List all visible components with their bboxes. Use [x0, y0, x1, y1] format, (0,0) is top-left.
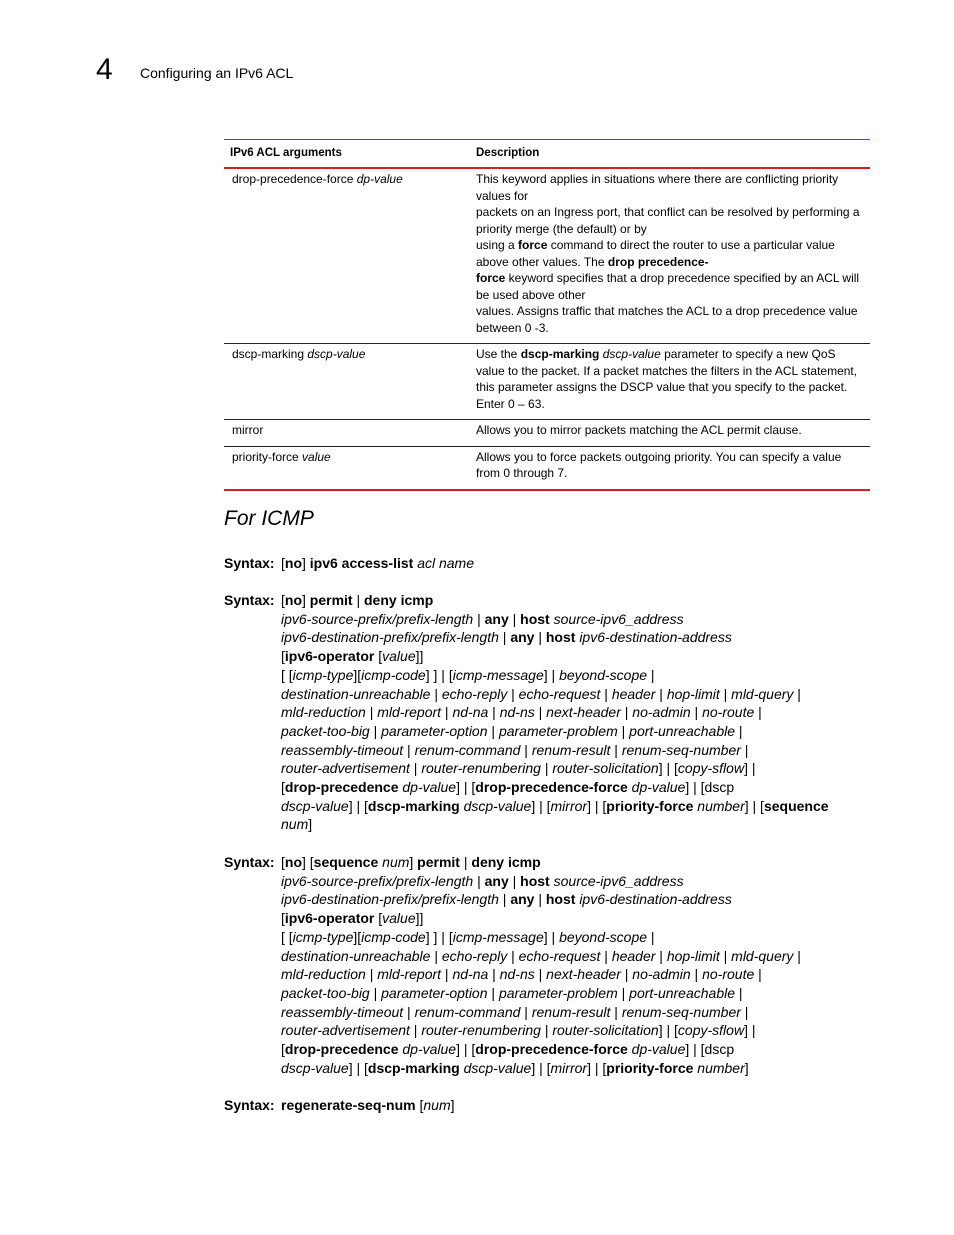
parameter: number: [697, 797, 745, 814]
parameter: nd-ns: [499, 966, 535, 983]
syntax-text: [281, 1096, 881, 1115]
table-row: [224, 420, 870, 447]
parameter: router-solicitation: [552, 1022, 659, 1039]
keyword: drop-precedence-force: [475, 1041, 628, 1058]
argument-cell: [224, 449, 472, 482]
parameter: packet-too-big: [281, 984, 370, 1001]
keyword: host: [520, 872, 550, 889]
parameter: renum-result: [531, 1003, 611, 1020]
keyword: ipv6-operator: [284, 648, 375, 665]
parameter: copy-sflow: [677, 760, 745, 777]
parameter: dscp-value: [281, 797, 349, 814]
parameter: mld-reduction: [281, 704, 366, 721]
syntax-line: [no] [sequence num] permit | deny icmp: [281, 854, 541, 870]
parameter: reassembly-timeout: [281, 741, 404, 758]
table-row: [224, 344, 870, 420]
description-paragraph: Allows you to force packets outgoing priority. You can specify a value from 0 through 7.: [476, 449, 842, 480]
syntax-line: dscp-value] | [dscp-marking dscp-value] | [mirror] | [priority-force number] | [sequence: [281, 797, 829, 814]
parameter: ipv6-destination-address: [579, 891, 732, 908]
parameter: destination-unreachable: [281, 685, 431, 702]
parameter: mld-query: [731, 947, 794, 964]
syntax-line: reassembly-timeout | renum-command | renum-result | renum-seq-number |: [281, 1003, 749, 1020]
parameter: dp-value: [402, 1041, 457, 1058]
keyword: sequence: [763, 797, 829, 814]
keyword: force: [518, 238, 548, 252]
parameter: port-unreachable: [629, 722, 736, 739]
parameter: icmp-type: [292, 666, 354, 683]
table-row: [224, 169, 870, 344]
parameter: renum-result: [531, 741, 611, 758]
parameter: num: [382, 854, 410, 870]
keyword: no: [284, 592, 302, 608]
parameter: renum-command: [414, 741, 521, 758]
argument-cell: [224, 422, 472, 439]
column-header-description: Description: [476, 147, 540, 160]
parameter: dscp-value: [463, 1059, 532, 1076]
table-body: [224, 169, 870, 491]
keyword: regenerate-seq-num: [281, 1097, 416, 1113]
parameter: dp-value: [631, 779, 686, 796]
parameter: nd-na: [452, 704, 489, 721]
parameter: icmp-code: [361, 666, 426, 683]
parameter: ipv6-source-prefix/prefix-length: [281, 610, 474, 627]
syntax-line: packet-too-big | parameter-option | parameter-problem | port-unreachable |: [281, 722, 743, 739]
keyword: ipv6-operator: [284, 910, 375, 927]
description-paragraph: This keyword applies in situations where there are conflicting priority values for: [476, 172, 839, 203]
parameter: mld-report: [377, 704, 442, 721]
syntax-label: Syntax:: [224, 854, 275, 870]
syntax-text: [281, 554, 881, 573]
syntax-line: [no] permit | deny icmp: [281, 592, 434, 608]
parameter: parameter-problem: [498, 722, 618, 739]
keyword: ipv6 access-list: [309, 555, 414, 571]
parameter: reassembly-timeout: [281, 1003, 404, 1020]
parameter: source-ipv6_address: [553, 872, 684, 889]
argument-value: dscp-value: [307, 347, 366, 361]
argument-cell: [224, 346, 472, 412]
keyword: drop-precedence: [284, 779, 399, 796]
parameter: copy-sflow: [677, 1022, 745, 1039]
syntax-block: [224, 591, 881, 834]
keyword: sequence: [313, 854, 379, 870]
syntax-line: ipv6-destination-prefix/prefix-length | any | host ipv6-destination-address: [281, 891, 732, 908]
argument-cell: [224, 171, 472, 336]
parameter: next-header: [546, 704, 621, 721]
parameter: echo-reply: [441, 685, 508, 702]
parameter: mirror: [550, 797, 588, 814]
parameter: echo-reply: [441, 947, 508, 964]
description-cell: [472, 171, 870, 336]
keyword: permit: [417, 854, 460, 870]
syntax-line: ipv6-source-prefix/prefix-length | any | host source-ipv6_address: [281, 610, 684, 627]
keyword: any: [510, 891, 535, 908]
keyword: no: [284, 555, 302, 571]
parameter: icmp-message: [452, 928, 544, 945]
parameter: header: [611, 947, 656, 964]
parameter: parameter-option: [381, 984, 488, 1001]
keyword: priority-force: [606, 1059, 694, 1076]
parameter: mld-report: [377, 966, 442, 983]
syntax-line: mld-reduction | mld-report | nd-na | nd-ns | next-header | no-admin | no-route |: [281, 966, 762, 983]
keyword: drop-precedence: [284, 1041, 399, 1058]
parameter: beyond-scope: [559, 666, 648, 683]
parameter: hop-limit: [666, 947, 720, 964]
description-cell: [472, 346, 870, 412]
parameter: parameter-option: [381, 722, 488, 739]
chapter-number: 4: [96, 53, 113, 86]
column-header-arguments: IPv6 ACL arguments: [230, 147, 342, 160]
syntax-line: dscp-value] | [dscp-marking dscp-value] | [mirror] | [priority-force number]: [281, 1059, 749, 1076]
parameter: icmp-type: [292, 928, 354, 945]
parameter: num: [423, 1097, 451, 1113]
syntax-line: destination-unreachable | echo-reply | echo-request | header | hop-limit | mld-query |: [281, 947, 801, 964]
parameter: icmp-code: [361, 928, 426, 945]
keyword: host: [520, 610, 550, 627]
parameter: icmp-message: [452, 666, 544, 683]
syntax-line: ipv6-destination-prefix/prefix-length | any | host ipv6-destination-address: [281, 629, 732, 646]
parameter: dp-value: [631, 1041, 686, 1058]
parameter: ipv6-destination-address: [579, 629, 732, 646]
keyword: priority-force: [606, 797, 694, 814]
parameter: num: [281, 816, 309, 833]
syntax-line: mld-reduction | mld-report | nd-na | nd-ns | next-header | no-admin | no-route |: [281, 704, 762, 721]
description-paragraph: using a force command to direct the router to use a particular value above other values. The drop precedence-: [476, 238, 835, 269]
keyword: deny icmp: [471, 854, 541, 870]
parameter: mld-reduction: [281, 966, 366, 983]
keyword: host: [545, 629, 576, 646]
syntax-text: [281, 853, 881, 1077]
description-paragraph: values. Assigns traffic that matches the ACL to a drop precedence value between 0 -3.: [476, 304, 858, 335]
parameter: parameter-problem: [498, 984, 618, 1001]
parameter: dp-value: [402, 779, 457, 796]
syntax-line: router-advertisement | router-renumbering | router-solicitation] | [copy-sflow] |: [281, 1022, 756, 1039]
syntax-line: ipv6-source-prefix/prefix-length | any | host source-ipv6_address: [281, 872, 684, 889]
parameter: renum-seq-number: [621, 1003, 741, 1020]
syntax-line: [ [icmp-type][icmp-code] ] | [icmp-message] | beyond-scope |: [281, 928, 655, 945]
description-paragraph: force keyword specifies that a drop precedence specified by an ACL will be used above other: [476, 271, 860, 302]
parameter: router-advertisement: [281, 1022, 410, 1039]
argument-keyword: priority-force: [232, 449, 299, 464]
syntax-line: [no] ipv6 access-list acl name: [281, 555, 474, 571]
description-cell: [472, 449, 870, 482]
syntax-block: [224, 554, 881, 573]
keyword: permit: [309, 592, 353, 608]
syntax-line: num]: [281, 816, 313, 833]
syntax-line: [ipv6-operator [value]]: [281, 648, 424, 665]
parameter: number: [697, 1059, 745, 1076]
argument-value: dp-value: [356, 172, 403, 186]
syntax-line: [drop-precedence dp-value] | [drop-precedence-force dp-value] | [dscp: [281, 779, 735, 796]
parameter: ipv6-destination-prefix/prefix-length: [281, 891, 499, 908]
syntax-label: Syntax:: [224, 592, 275, 608]
parameter: no-admin: [632, 966, 691, 983]
parameter: next-header: [546, 966, 621, 983]
description-paragraph: Use the dscp-marking dscp-value parameter to specify a new QoS value to the packet. If a packet matches the filters in the ACL statement, this parameter assigns the DSCP value that you specify to the packet. Enter 0 – 63.: [476, 347, 858, 411]
keyword: drop-precedence-force: [475, 779, 628, 796]
parameter: beyond-scope: [559, 928, 648, 945]
syntax-line: destination-unreachable | echo-reply | echo-request | header | hop-limit | mld-query |: [281, 685, 801, 702]
keyword: any: [484, 872, 509, 889]
syntax-line: [ipv6-operator [value]]: [281, 910, 424, 927]
parameter: source-ipv6_address: [553, 610, 684, 627]
parameter: ipv6-destination-prefix/prefix-length: [281, 629, 499, 646]
syntax-line: router-advertisement | router-renumbering | router-solicitation] | [copy-sflow] |: [281, 760, 756, 777]
parameter: no-admin: [632, 704, 691, 721]
keyword: drop precedence-: [607, 254, 709, 269]
keyword: dscp-marking: [520, 347, 600, 361]
parameter: no-route: [702, 966, 755, 983]
keyword: no: [284, 854, 302, 870]
parameter: echo-request: [518, 685, 601, 702]
parameter: dscp-value: [463, 797, 532, 814]
parameter: ipv6-source-prefix/prefix-length: [281, 872, 474, 889]
parameter: no-route: [702, 704, 755, 721]
argument-keyword: dscp-marking: [232, 347, 305, 361]
syntax-line: packet-too-big | parameter-option | parameter-problem | port-unreachable |: [281, 984, 743, 1001]
keyword: dscp-marking: [367, 797, 460, 814]
parameter: nd-ns: [499, 704, 535, 721]
chapter-title: Configuring an IPv6 ACL: [140, 65, 294, 81]
section-title: For ICMP: [224, 507, 314, 530]
parameter: value: [382, 910, 416, 927]
table-header-row: [224, 139, 870, 169]
description-paragraph: Allows you to mirror packets matching the ACL permit clause.: [476, 423, 802, 437]
parameter: mld-query: [731, 685, 794, 702]
syntax-label: Syntax:: [224, 1097, 275, 1113]
argument-keyword: drop-precedence-force: [232, 172, 354, 186]
keyword: deny icmp: [364, 592, 434, 608]
parameter: router-renumbering: [421, 1022, 541, 1039]
parameter: router-advertisement: [281, 760, 410, 777]
parameter: packet-too-big: [281, 722, 370, 739]
parameter: value: [382, 648, 416, 665]
keyword: dscp-marking: [367, 1059, 460, 1076]
parameter: renum-command: [414, 1003, 521, 1020]
parameter: renum-seq-number: [621, 741, 741, 758]
syntax-label: Syntax:: [224, 555, 275, 571]
syntax-block: [224, 853, 881, 1077]
syntax-line: [drop-precedence dp-value] | [drop-precedence-force dp-value] | [dscp: [281, 1041, 735, 1058]
argument-value: value: [302, 449, 331, 464]
parameter: mirror: [550, 1059, 588, 1076]
argument-keyword: mirror: [232, 423, 264, 437]
syntax-line: reassembly-timeout | renum-command | renum-result | renum-seq-number |: [281, 741, 749, 758]
keyword: force: [476, 271, 506, 285]
keyword: any: [484, 610, 509, 627]
table-row: [224, 447, 870, 491]
arguments-table: [224, 139, 870, 491]
parameter: hop-limit: [666, 685, 720, 702]
keyword: host: [545, 891, 576, 908]
description-paragraph: packets on an Ingress port, that conflict can be resolved by performing a priority merge (the default) or by: [476, 205, 860, 236]
parameter: port-unreachable: [629, 984, 736, 1001]
syntax-text: [281, 591, 881, 834]
syntax-block: [224, 1096, 881, 1115]
parameter: dscp-value: [602, 347, 661, 361]
parameter: dscp-value: [281, 1059, 349, 1076]
syntax-line: [ [icmp-type][icmp-code] ] | [icmp-message] | beyond-scope |: [281, 666, 655, 683]
parameter: nd-na: [452, 966, 489, 983]
description-cell: [472, 422, 870, 439]
parameter: acl name: [417, 555, 474, 571]
syntax-line: regenerate-seq-num [num]: [281, 1097, 455, 1113]
parameter: header: [611, 685, 656, 702]
parameter: echo-request: [518, 947, 601, 964]
parameter: router-renumbering: [421, 760, 541, 777]
keyword: any: [510, 629, 535, 646]
parameter: router-solicitation: [552, 760, 659, 777]
parameter: destination-unreachable: [281, 947, 431, 964]
